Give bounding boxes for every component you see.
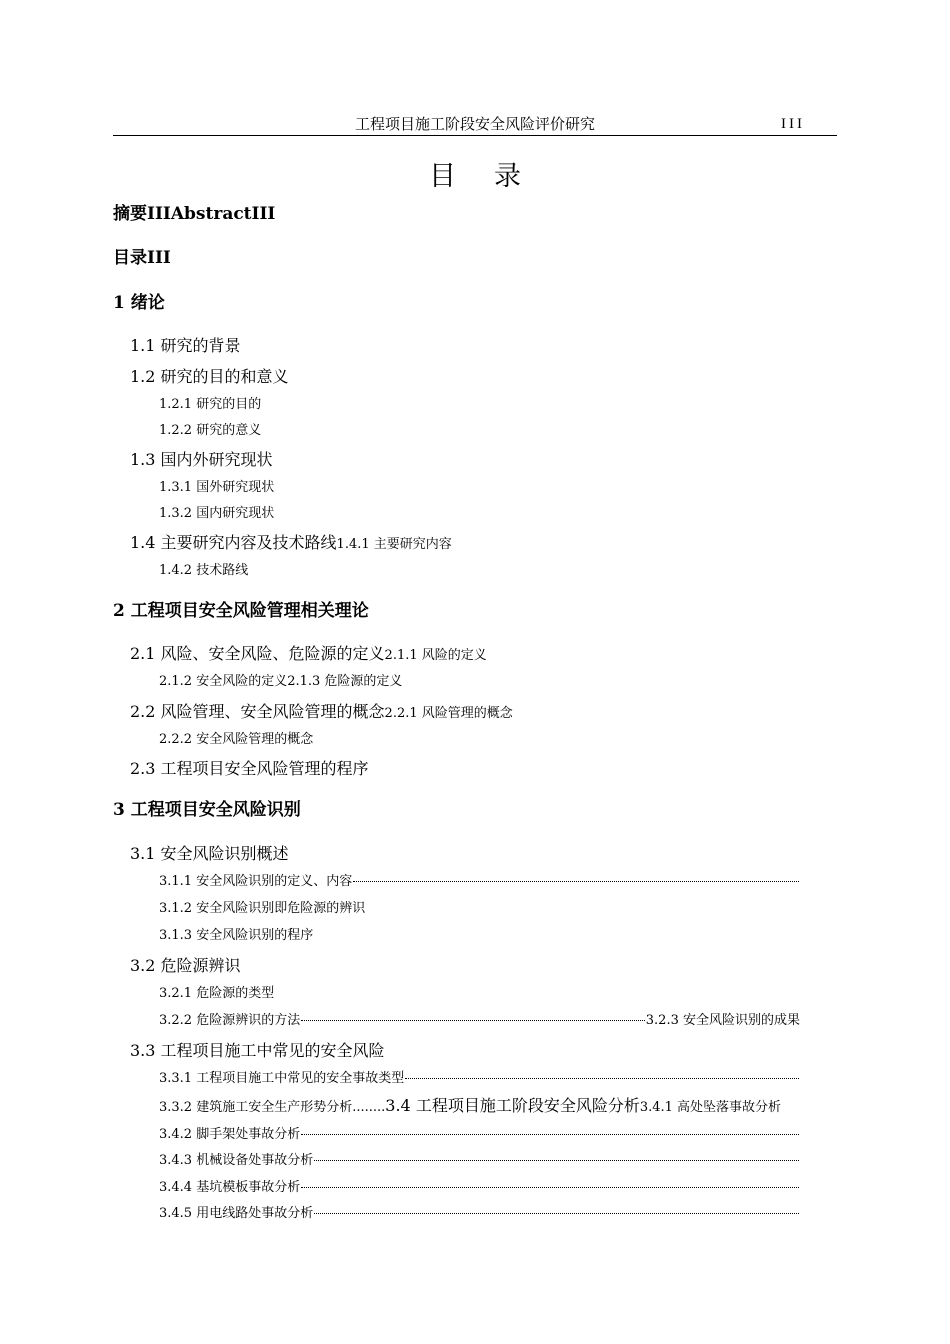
toc-title: 目录	[429, 161, 559, 192]
dot-leader	[314, 1213, 799, 1214]
toc-entry-text: 2.1.2 安全风险的定义	[159, 674, 288, 689]
toc-entry[interactable]	[159, 1126, 800, 1144]
toc-entry[interactable]: 3 工程项目安全风险识别	[113, 800, 301, 820]
toc-entry[interactable]	[159, 1205, 800, 1223]
toc-entry[interactable]	[159, 1152, 800, 1170]
toc-entry-text: 2.1.1 风险的定义	[384, 648, 487, 663]
toc-entry[interactable]: 3.1 安全风险识别概述	[130, 844, 289, 863]
toc-entry[interactable]: 1.2.1 研究的目的	[159, 397, 262, 412]
toc-entry[interactable]: 3.2.1 危险源的类型	[159, 986, 275, 1001]
toc-entry[interactable]: 3.1.3 安全风险识别的程序	[159, 928, 314, 943]
toc-entry[interactable]: 1.3.2 国内研究现状	[159, 506, 275, 521]
toc-entry-text: 3.4.2 脚手架处事故分析	[159, 1127, 301, 1142]
toc-entry[interactable]: 摘要IIIAbstractIII	[113, 204, 276, 224]
toc-entry[interactable]: 2.2.2 安全风险管理的概念	[159, 732, 314, 747]
toc-entry-text: 2.1 风险、安全风险、危险源的定义	[130, 644, 385, 663]
dot-leader	[353, 881, 799, 882]
toc-entry-text: 3.3.2 建筑施工安全生产形势分析........	[159, 1100, 386, 1115]
toc-entry-text: 3.4.3 机械设备处事故分析	[159, 1153, 314, 1168]
dot-leader	[301, 1187, 799, 1188]
header-title: 工程项目施工阶段安全风险评价研究	[354, 115, 595, 133]
toc-entry-text: 3.4.5 用电线路处事故分析	[159, 1206, 314, 1221]
toc-entry[interactable]	[159, 1179, 800, 1197]
toc-entry[interactable]	[130, 701, 513, 725]
toc-entry-text: 3.2.2 危险源辨识的方法	[159, 1013, 301, 1028]
toc-entry[interactable]: 1.2 研究的目的和意义	[130, 367, 289, 386]
toc-entry[interactable]: 2 工程项目安全风险管理相关理论	[113, 601, 369, 621]
toc-entry[interactable]	[130, 532, 452, 556]
dot-leader	[405, 1078, 799, 1079]
dot-leader	[314, 1160, 799, 1161]
toc-entry[interactable]: 1.2.2 研究的意义	[159, 423, 262, 438]
dot-leader	[301, 1134, 799, 1135]
toc-entry[interactable]: 1.3.1 国外研究现状	[159, 480, 275, 495]
toc-entry[interactable]	[159, 1070, 800, 1088]
toc-entry[interactable]: 2.3 工程项目安全风险管理的程序	[130, 759, 369, 778]
toc-entry-text: 3.4 工程项目施工阶段安全风险分析	[385, 1096, 640, 1115]
toc-entry-text: 1.4 主要研究内容及技术路线	[130, 533, 337, 552]
toc-entry[interactable]: 1 绪论	[113, 293, 165, 313]
toc-entry-text: 2.1.3 危险源的定义	[287, 674, 403, 689]
toc-entry-text: 1.4.1 主要研究内容	[336, 537, 452, 552]
toc-entry[interactable]	[130, 643, 487, 667]
toc-entry-text: 3.2.3 安全风险识别的成果	[645, 1013, 800, 1028]
header-page-number: III	[781, 116, 805, 132]
toc-entry[interactable]	[159, 673, 402, 691]
toc-entry-text: 2.2 风险管理、安全风险管理的概念	[130, 702, 385, 721]
toc-entry-text: 3.4.1 高处坠落事故分析	[639, 1100, 782, 1115]
toc-entry[interactable]: 3.2 危险源辨识	[130, 956, 241, 975]
toc-entry[interactable]: 1.3 国内外研究现状	[130, 450, 273, 469]
toc-entry[interactable]: 1.4.2 技术路线	[159, 563, 249, 578]
page-header	[113, 114, 837, 136]
toc-entry[interactable]: 1.1 研究的背景	[130, 336, 241, 355]
toc-entry[interactable]	[159, 1097, 781, 1117]
dot-leader	[301, 1020, 645, 1021]
toc-entry[interactable]	[159, 873, 800, 891]
toc-entry-text: 3.4.4 基坑模板事故分析	[159, 1180, 301, 1195]
toc-entry[interactable]: 目录III	[113, 248, 171, 268]
toc-entry[interactable]: 3.1.2 安全风险识别即危险源的辨识	[159, 901, 366, 916]
toc-entry-text: 3.3.1 工程项目施工中常见的安全事故类型	[159, 1071, 405, 1086]
toc-entry-text: 3.1.1 安全风险识别的定义、内容	[159, 874, 353, 889]
toc-entry-text: 2.2.1 风险管理的概念	[384, 706, 513, 721]
toc-entry[interactable]	[159, 1012, 800, 1030]
toc-entry[interactable]: 3.3 工程项目施工中常见的安全风险	[130, 1041, 385, 1060]
